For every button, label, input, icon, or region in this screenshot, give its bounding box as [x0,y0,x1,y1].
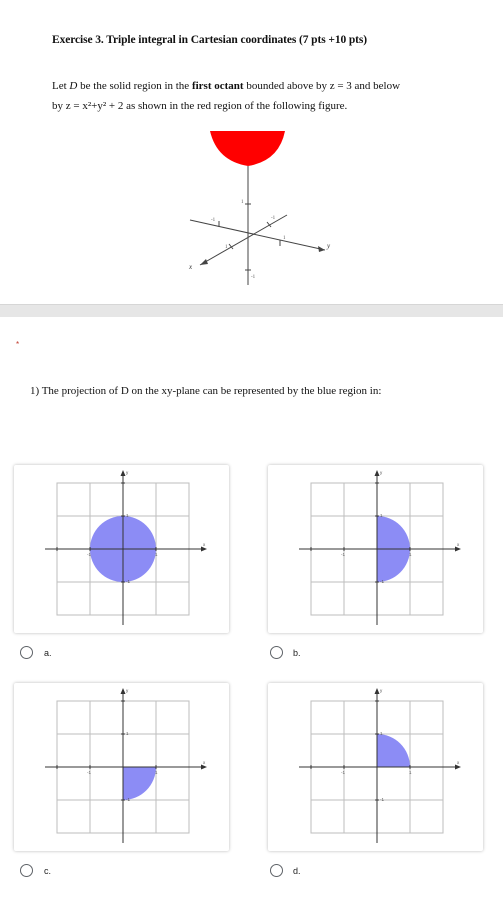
x-tick-label: 1 [155,552,158,557]
y-tick-label: 1 [380,513,383,518]
axis-label-x: x [457,542,460,547]
x-tick-label: -1 [87,770,92,775]
option-d-label: d. [293,866,301,876]
plot-a [14,465,229,633]
radio-option-a[interactable] [20,646,33,659]
axis-label-y: y [126,470,129,475]
x-tick-label: -1 [341,552,346,557]
text-segment: be the solid region in the [77,80,192,92]
y-tick-label: -1 [126,579,131,584]
option-b-image [268,465,483,633]
axis-label-x: x [189,263,193,271]
var-d: D [69,80,78,92]
projection-region [377,734,410,767]
tick-label: 1 [283,236,286,241]
option-a-label: a. [44,648,52,658]
y-tick-label: 1 [126,513,129,518]
plot-c [14,683,229,851]
y-tick-label: 1 [380,731,383,736]
y-tick-label: -1 [380,797,385,802]
x-tick-label: 1 [155,770,158,775]
tick-label: 1 [225,245,228,250]
bold-first-octant: first octant [191,80,244,92]
text-segment: Let [52,80,70,92]
x-axis-arrow [200,259,208,265]
region-3d-figure [175,125,335,295]
tick-label: -1 [211,218,216,223]
question-text: 1) The projection of D on the xy-plane can be represented by the blue region in: [30,385,382,397]
x-axis-arrow [455,547,461,552]
y-axis [190,220,325,250]
plot-d [268,683,483,851]
x-axis-arrow [201,765,207,770]
tick-label: -1 [271,216,276,221]
x-axis-arrow [201,547,207,552]
paraboloid-red-region [210,131,285,166]
x-axis-arrow [455,765,461,770]
axis-label-y: y [380,688,383,693]
option-b-label: b. [293,648,301,658]
option-d-image [268,683,483,851]
y-tick-label: -1 [126,797,131,802]
option-a-image [14,465,229,633]
option-c-image [14,683,229,851]
y-axis-arrow [375,688,380,694]
axis-label-x: x [203,760,206,765]
tick-label: 1 [241,200,244,205]
axis-label-y: y [380,470,383,475]
projection-region [123,767,156,800]
x-tick-label: 1 [409,770,412,775]
radio-option-b[interactable] [270,646,283,659]
exercise-statement-line1 [52,80,400,92]
section-divider [0,304,503,317]
y-axis-arrow [121,688,126,694]
axis-label-x: x [203,542,206,547]
x-tick-label: 1 [409,552,412,557]
axis-label-x: x [457,760,460,765]
axis-label-y: y [126,688,129,693]
y-tick-label: -1 [380,579,385,584]
option-c-label: c. [44,866,52,876]
y-axis-arrow [318,246,325,252]
y-axis-arrow [121,470,126,476]
exercise-title: Exercise 3. Triple integral in Cartesian coordinates (7 pts +10 pts) [52,34,368,46]
x-tick-label: -1 [341,770,346,775]
required-marker: * [16,340,20,349]
y-tick-label: 1 [126,731,129,736]
tick-label: -1 [251,275,256,280]
text-segment: bounded above by z = 3 and below [243,80,401,92]
axis-label-y: y [327,242,331,250]
plot-b [268,465,483,633]
radio-option-c[interactable] [20,864,33,877]
exercise-statement-line2: by z = x²+y² + 2 as shown in the red region of the following figure. [52,100,348,112]
y-axis-arrow [375,470,380,476]
x-tick-label: -1 [87,552,92,557]
radio-option-d[interactable] [270,864,283,877]
